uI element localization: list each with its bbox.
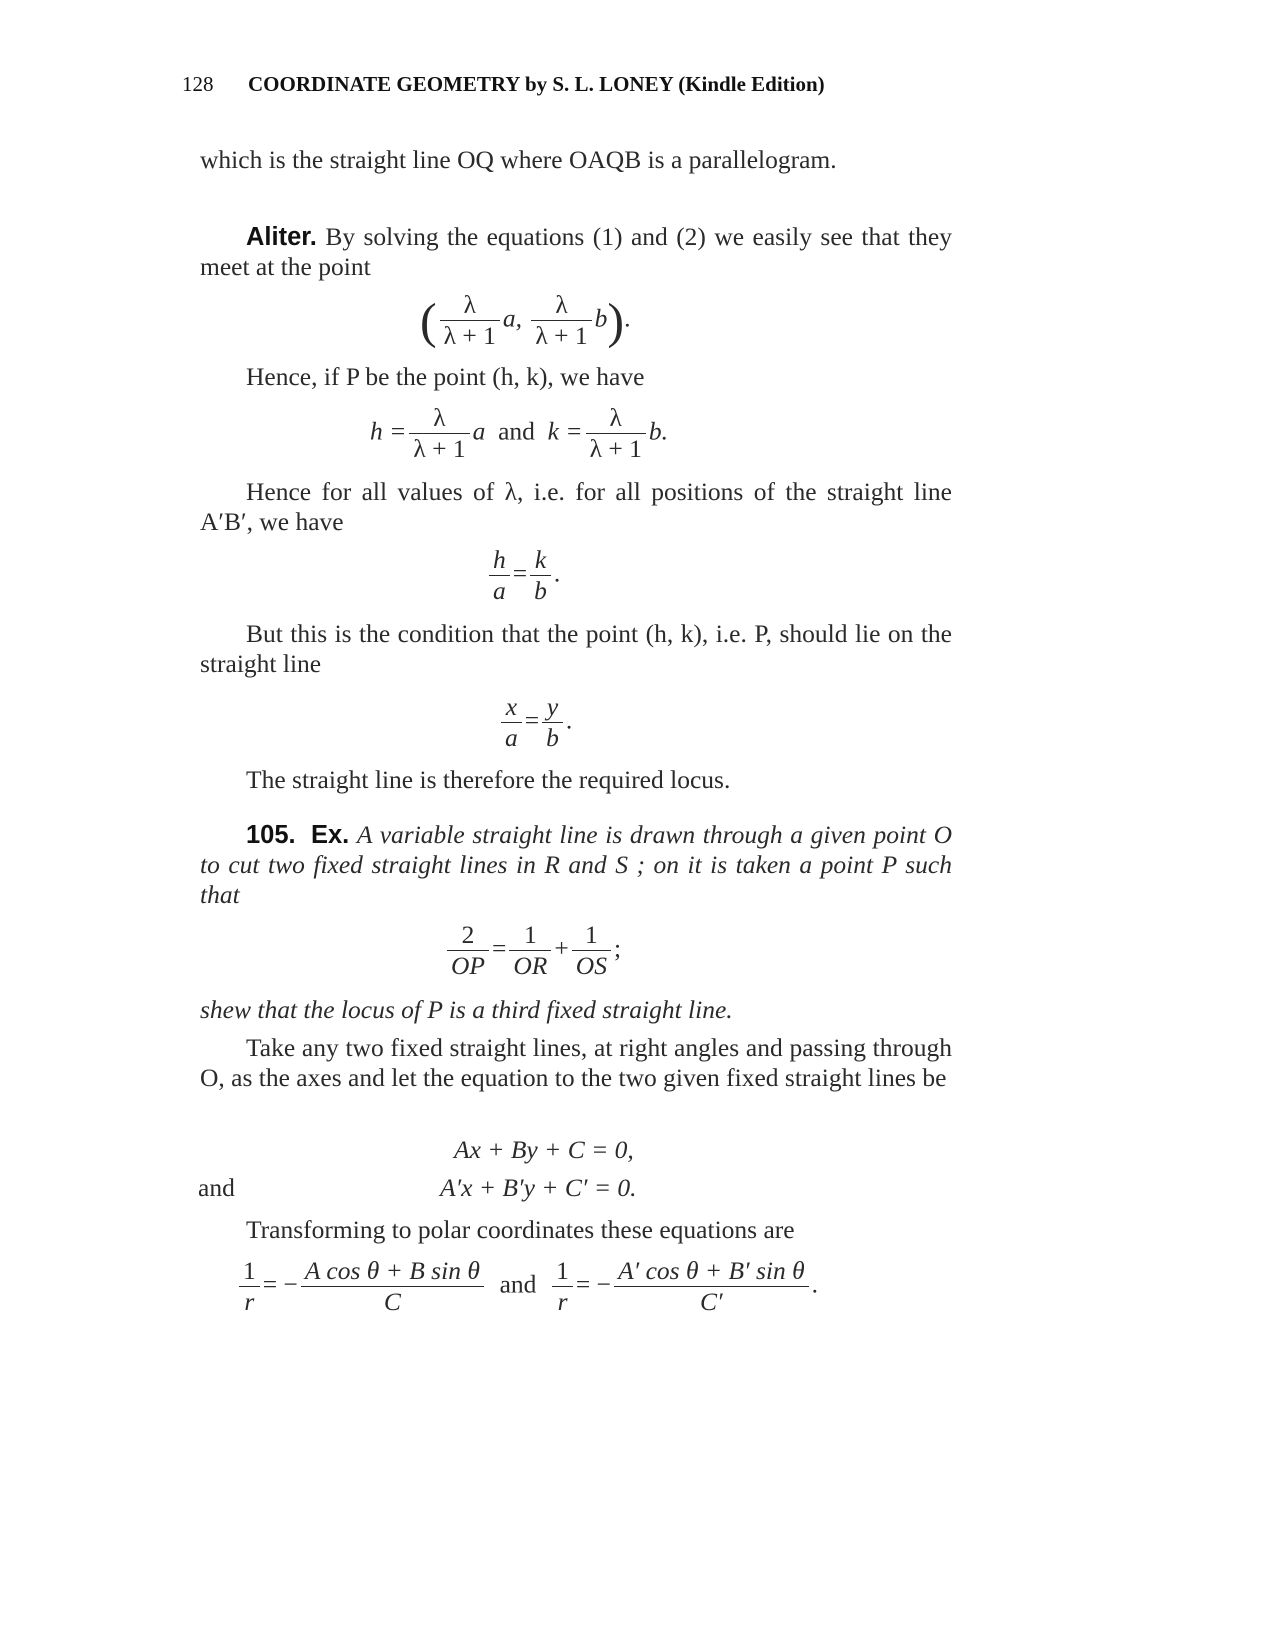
equation-h-k: h = $\frac{\lambda}{\lambda + 1}$ a and k = $\frac{\lambda}{\lambda + 1}$ b. xyxy=(370,403,668,463)
page-number: 128 xyxy=(182,72,214,96)
header-title: COORDINATE GEOMETRY by S. L. LONEY (Kindle Edition) xyxy=(248,72,825,96)
equation-line-1: Ax + By + C = 0, xyxy=(454,1135,634,1164)
equation-polar: $\frac{1}{r}$ = − $\frac{\text{A cos θ + B sin θ}}{C}$ and $\frac{1}{r}$ = − $\frac{\text{A′ cos θ + B′ sin θ}}{C'}$ . xyxy=(236,1256,818,1317)
paragraph-transform: Transforming to polar coordinates these equations are xyxy=(246,1215,795,1244)
paragraph-aliter xyxy=(200,222,952,282)
equation-line-2: A′x + B′y + C′ = 0. xyxy=(440,1173,637,1202)
paragraph-parallelogram: which is the straight line OQ where OAQB is a parallelogram. xyxy=(200,145,837,174)
equation-ratio-hk: $\frac{h}{a}$ = $\frac{k}{b}$ . xyxy=(486,545,560,606)
running-header xyxy=(182,72,825,97)
aliter-text: By solving the equations (1) and (2) we easily see that they meet at the point xyxy=(200,222,952,281)
aliter-label: Aliter. xyxy=(246,223,317,251)
and-label: and xyxy=(198,1173,235,1202)
example-105 xyxy=(200,820,952,910)
paragraph-conclusion: The straight line is therefore the required locus. xyxy=(246,765,731,794)
paragraph-hence-point: Hence, if P be the point (h, k), we have xyxy=(246,362,645,391)
equation-intersection-point: ( $\frac{\lambda}{\lambda + 1}$ a, $\frac{\lambda}{\lambda + 1}$ b). xyxy=(420,290,631,350)
paragraph-shew: shew that the locus of P is a third fixed straight line. xyxy=(200,995,733,1024)
paragraph-take-axes: Take any two fixed straight lines, at right angles and passing through O, as the axes and let the equation to the two given fixed straight lines be xyxy=(200,1033,952,1092)
equation-ratio-xy: $\frac{x}{a}$ = $\frac{y}{b}$ . xyxy=(498,692,572,753)
example-number: 105. xyxy=(246,821,296,849)
example-statement: A variable straight line is drawn through a given point O to cut two fixed straight lines in R and S ; on it is taken a point P such that xyxy=(200,820,953,909)
equation-reciprocal-distances: $\frac{2}{OP}$ = $\frac{1}{OR}$ + $\frac{1}{OS}$ ; xyxy=(444,920,621,981)
paragraph-all-values: Hence for all values of λ, i.e. for all positions of the straight line A′B′, we have xyxy=(200,477,952,536)
example-label: Ex. xyxy=(310,821,350,849)
paragraph-condition: But this is the condition that the point (h, k), i.e. P, should lie on the straight line xyxy=(200,619,952,678)
